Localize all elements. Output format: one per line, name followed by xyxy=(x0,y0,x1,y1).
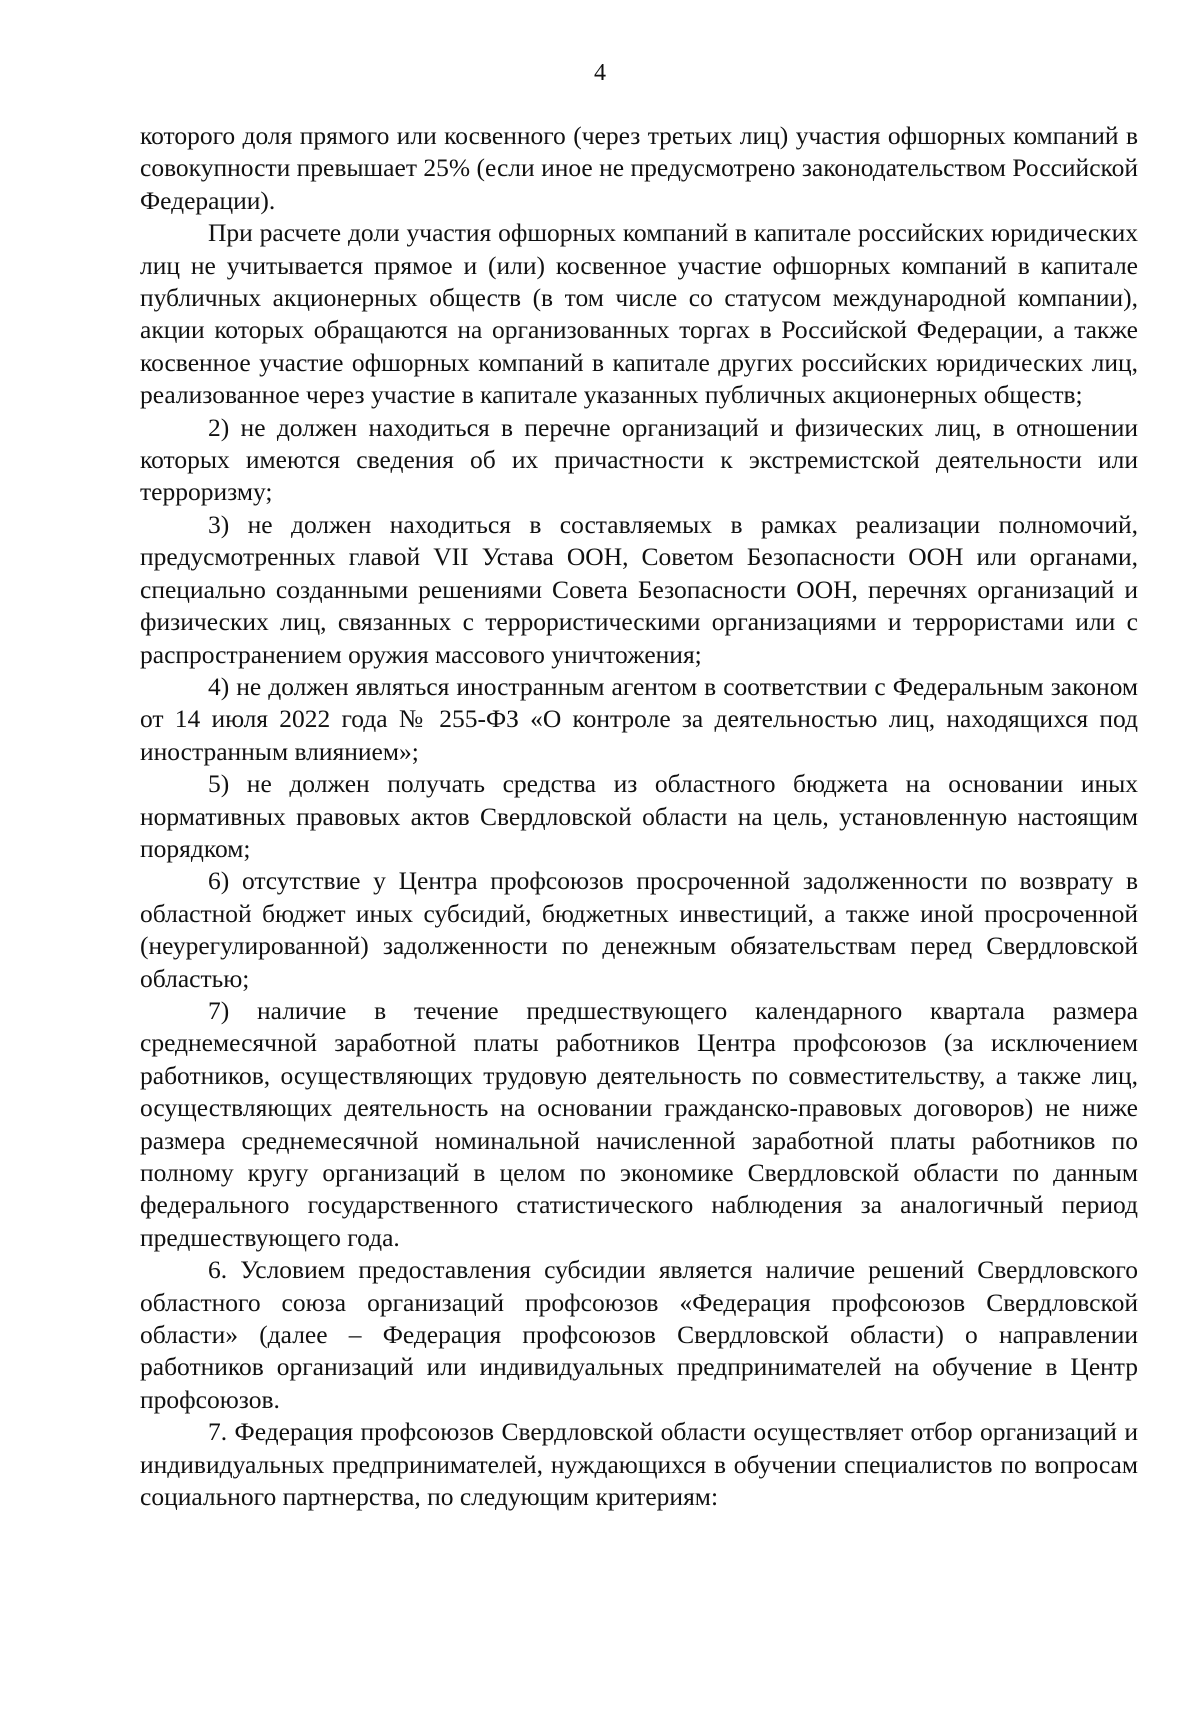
list-item-7-salary: 7) наличие в течение предшествующего календарного квартала размера среднемесячной заработной платы работников Центра профсоюзов (за исключением работников, осуществляющих трудовую деятельность по совместительству, а также лиц, осуществляющих деятельность на основании гражданско-правовых договоров) не ниже размера среднемесячной номинальной начисленной заработной платы работников по полному кругу организаций в целом по экономике Свердловской области по данным федерального государственного статистического наблюдения за аналогичный период предшествующего года. xyxy=(140,995,1138,1252)
list-item-5-budget-funds: 5) не должен получать средства из областного бюджета на основании иных нормативных правовых актов Свердловской области на цель, установленную настоящим порядком; xyxy=(140,769,1138,863)
paragraph-offshore-continuation: которого доля прямого или косвенного (через третьих лиц) участия офшорных компаний в совокупности превышает 25% (если иное не предусмотрено законодательством Российской Федерации). xyxy=(140,121,1138,215)
paragraph-offshore-calculation: При расчете доли участия офшорных компаний в капитале российских юридических лиц не учитывается прямое и (или) косвенное участие офшорных компаний в капитале публичных акционерных обществ (в том числе со статусом международной компании), акции которых обращаются на организованных торгах в Российской Федерации, а также косвенное участие офшорных компаний в капитале других российских юридических лиц, реализованное через участие в капитале указанных публичных акционерных обществ; xyxy=(140,218,1138,410)
list-item-3-un-lists: 3) не должен находиться в составляемых в рамках реализации полномочий, предусмотренных главой VII Устава ООН, Советом Безопасности ООН или органами, специально созданными решениями Совета Безопасности ООН, перечнях организаций и физических лиц, связанных с террористическими организациями и террористами или с распространением оружия массового уничтожения; xyxy=(140,509,1138,669)
clause-7-selection-criteria: 7. Федерация профсоюзов Свердловской области осуществляет отбор организаций и индивидуальных предпринимателей, нуждающихся в обучении специалистов по вопросам социального партнерства, по следующим критериям: xyxy=(140,1417,1138,1512)
document-body xyxy=(140,120,1138,1513)
clause-6-subsidy-condition: 6. Условием предоставления субсидии является наличие решений Свердловского областного союза организаций профсоюзов «Федерация профсоюзов Свердловской области» (далее – Федерация профсоюзов Свердловской области) о направлении работников организаций или индивидуальных предпринимателей на обучение в Центр профсоюзов. xyxy=(140,1255,1138,1414)
list-item-4-foreign-agent: 4) не должен являться иностранным агентом в соответствии с Федеральным законом от 14 июля 2022 года № 255-ФЗ «О контроле за деятельностью лиц, находящихся под иностранным влиянием»; xyxy=(140,671,1138,766)
list-item-2-extremism: 2) не должен находиться в перечне организаций и физических лиц, в отношении которых имеются сведения об их причастности к экстремистской деятельности или терроризму; xyxy=(140,412,1138,507)
page-number: 4 xyxy=(594,60,606,86)
list-item-6-debt: 6) отсутствие у Центра профсоюзов просроченной задолженности по возврату в областной бюджет иных субсидий, бюджетных инвестиций, а также иной просроченной (неурегулированной) задолженности по денежным обязательствам перед Свердловской областью; xyxy=(140,866,1138,993)
